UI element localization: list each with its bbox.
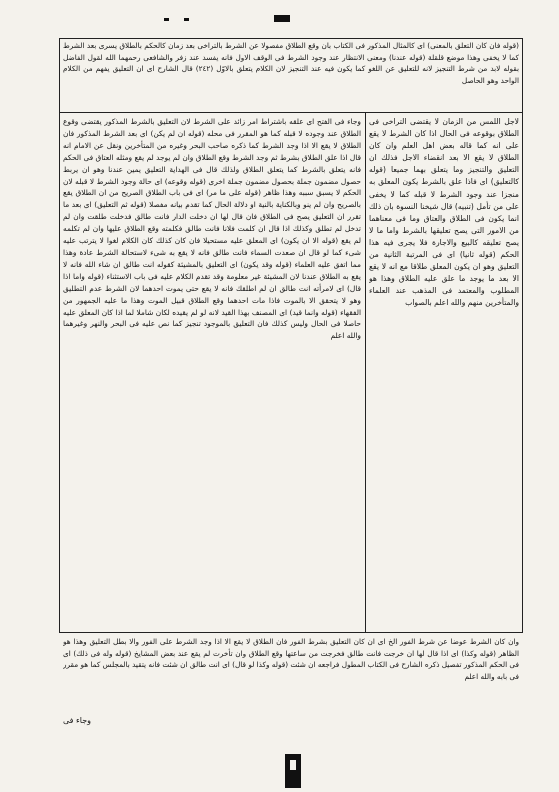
main-column-text: وجاء فى الفتح اى علقه باشتراط امر زائد على الشرط لان التعليق بالشرط المذكور يقتضى وقوع الطلاق عند وجوده لا قبله كما هو المقرر فى محله (قوله ان لم يكن) اى بعد الشرط المذكور فان الطلاق لا يقع الا اذا وجد الشرط كما ذكره صاحب البحر وغيره من المتأخرين ونقل عن الامام انه قال اذا علق الطلاق بشرط ثم وجد الشرط وقع الطلاق وان لم يوجد لم يقع ومثله العتاق فى الحكم فانه يتعلق بالشرط كما يتعلق الطلاق ولذلك قال فى الهداية التعليق يمين عندنا وهو ان يربط حصول مضمون جملة بحصول مضمون جملة اخرى (قوله وقوعه) اى حالة وجود الشرط لا قبله لان الحكم لا يسبق سببه وهذا ظاهر (قوله على ما مر) اى فى باب الطلاق الصريح من ان الطلاق يقع بالصريح وان لم ينو وبالكناية بالنية او دلالة الحال كما تقدم بيانه مفصلا (قوله ثم التعليق) اى بعد ما تقرر ان التعليق يصح فى الطلاق فان قال لها ان دخلت الدار فانت طالق فدخلت طلقت وان لم تدخل لم تطلق وكذلك اذا قال ان كلمت فلانا فانت طالق فكلمته وقع الطلاق عليها وان لم تكلمه لم يقع (قوله الا ان يكون) اى المعلق عليه مستحيلا فان كان كذلك كان الكلام لغوا لا يترتب عليه شىء كما لو قال ان صعدت السماء فانت طالق فانه لا يقع به شىء لاستحالة الشرط عادة وهذا مما اتفق عليه العلماء (قوله وقد يكون) اى التعليق بالمشيئة كقوله انت طالق ان شاء الله فانه لا يقع به الطلاق عندنا لان المشيئة غير معلومة وقد تقدم الكلام عليه فى باب الاستثناء (قوله واما اذا قال) اى لامرأته انت طالق ان لم اطلقك فانه لا يقع حتى يموت احدهما لان الشرط عدم التطليق وهو لا يتحقق الا بالموت فاذا مات احدهما وقع الطلاق قبيل الموت وهذا ما عليه الجمهور من الفقهاء (قوله وانما قيد) اى المصنف بهذا القيد لانه لو لم يقيده لكان شاملا لما اذا كان المعلق عليه حاصلا فى الحال وليس كذلك فان التعليق بالموجود تنجيز كما نص عليه فى البحر والنهر وغيرهما والله اعلم xyxy=(63,117,361,341)
header-dot-left xyxy=(164,18,169,21)
top-commentary-block: (قوله فان كان التعلق بالمعنى) اى كالمثال المذكور فى الكتاب بان وقع الطلاق مفصولا عن الشرط بالتراخى بعد زمان كالحكم بالطلاق يسرى بعد الشرط كما لا يخفى وهذا موضع قلقلة (قوله عندنا) ومعنى الانتظار عند وجود الشرط فى الوقف الاول فانه يفسد عند زفر والشافعى رحمهما الله لقول الفاضل بقوله لابد من شرط التنجيز لانه للتعليق عن اللغو كما يكون فيه عند التنجيز لان الكلام يتعلق بالاوّل (٢٤٢) قال الشارح اى ان التعليق يفهم من الكلام الواحد وهو الحاصل xyxy=(63,41,519,86)
side-column-text: لاجل اللمس من الزمان لا يقتضى التراخى فى الطلاق بوقوعه فى الحال اذا كان الشرط لا يقع على انه كما قاله بعض اهل العلم وان كان الطلاق لا يقع الا بعد انقضاء الاجل فذلك ان التعليق والتنجيز وما يتعلق بهما جميعا (قوله كالتعليق) اى فاذا علق بالشرط يكون المعلق به منجزا عند وجود الشرط لا قبله كما لا يخفى على من تأمل (تنبيه) قال شيخنا النسوة بان ذلك انما يكون فى الطلاق والعتاق وما فى معناهما من الامور التى يصح تعليقها بالشرط واما ما لا يصح تعليقه كالبيع والاجارة فلا يجرى فيه هذا الحكم (قوله ثانيا) اى فى المرتبة الثانية من التعليق وهو ان يكون المعلق طلاقا مع انه لا يقع الا بعد ما يوجد ما علق عليه الطلاق وهذا هو المطلوب والمعتمد فى المذهب عند العلماء والمتأخرين منهم والله اعلم بالصواب xyxy=(369,117,519,308)
header-dot-right xyxy=(184,18,189,21)
bottom-commentary-block: وان كان الشرط عوضا عن شرط الفور الخ اى ان كان التعليق بشرط الفور فان الطلاق لا يقع الا اذا وجد الشرط على الفور والا بطل التعليق وهذا هو الظاهر (قوله وكذا) اى اذا قال لها ان خرجت فانت طالق فخرجت من ساعتها وقع الطلاق وان تأخرت لم يقع عند بعض المشايخ (قوله وله فى ذلك) اى فى الحكم المذكور تفصيل ذكره الشارح فى الكتاب المطول فراجعه ان شئت (قوله وكذا لو قال) اى انت طالق ان شئت فانه يتقيد بالمجلس كما هو مقرر فى بابه والله اعلم xyxy=(63,637,519,682)
header-ornament xyxy=(274,15,290,22)
top-divider xyxy=(59,112,523,113)
column-divider xyxy=(365,112,366,633)
binding-clip-notch xyxy=(290,760,296,770)
catchword: وجاء فى xyxy=(63,716,92,725)
